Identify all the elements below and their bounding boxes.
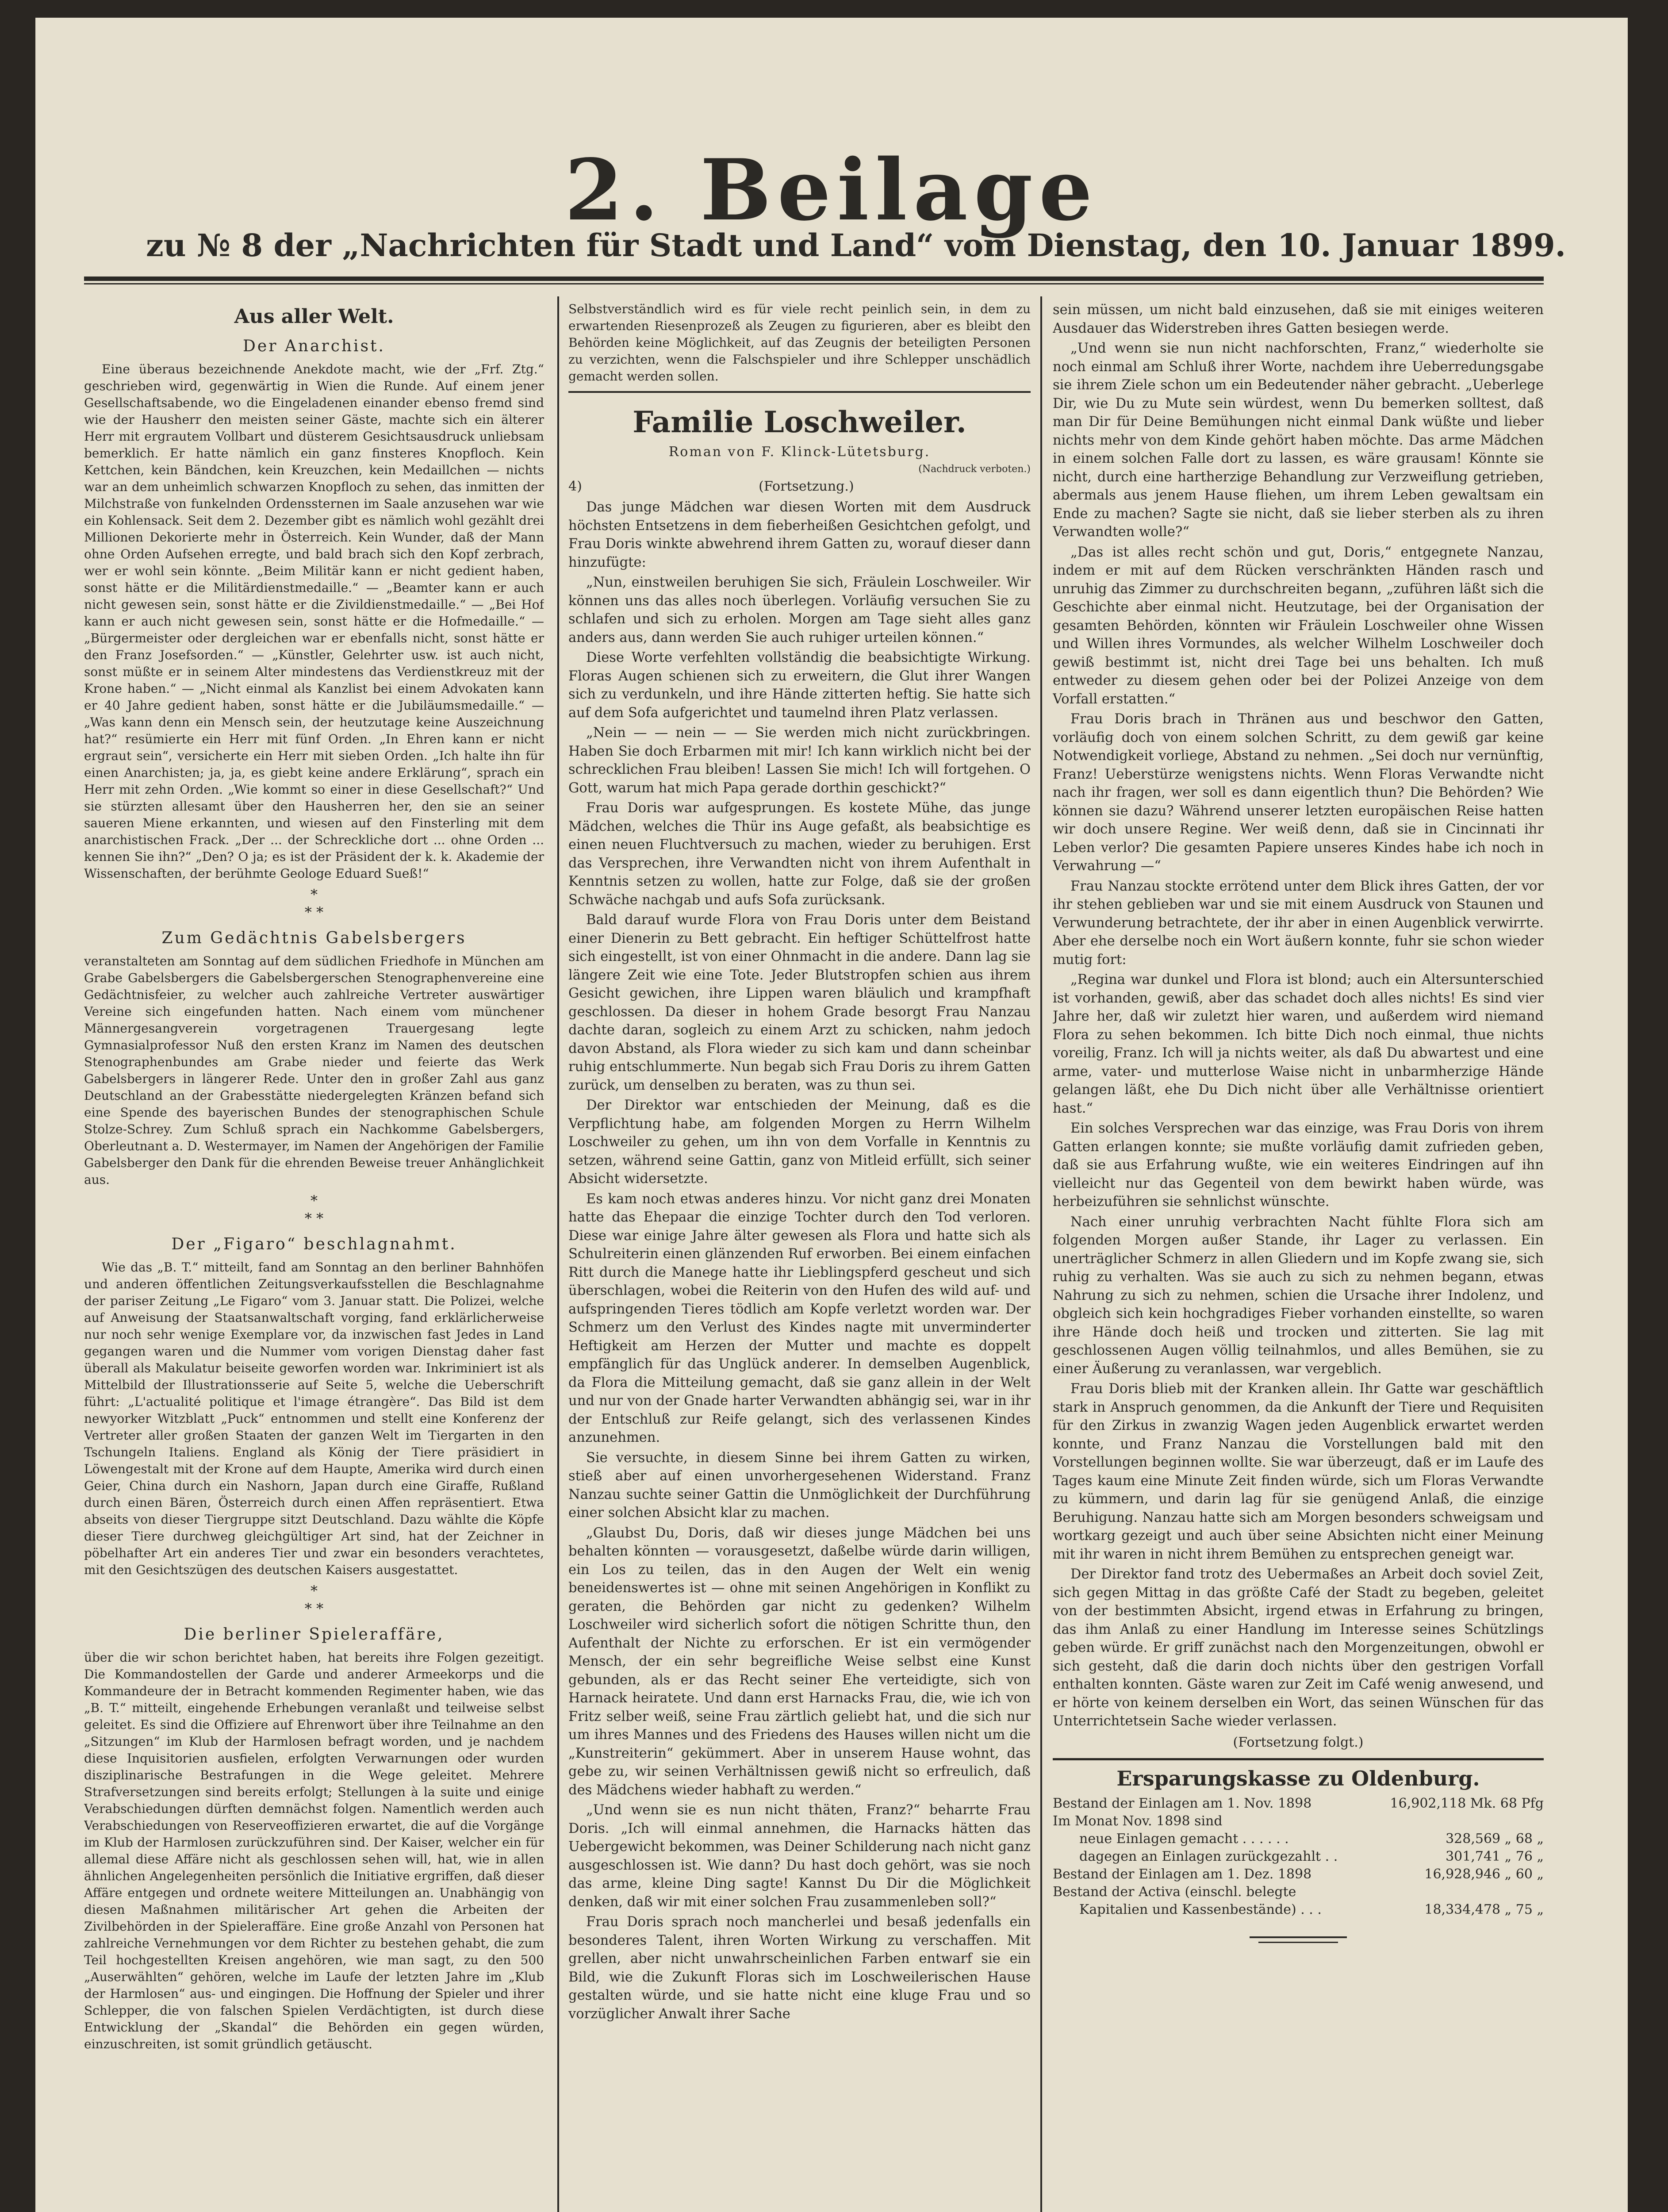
novel-paragraph: „Regina war dunkel und Flora ist blond; auch ein Altersunterschied ist vorhanden, gewiß, aber das schadet doch alles nichts! Es sind vier Jahre her, daß wir zuletzt hier waren, und außerdem wird niemand Flora zu sehen bekommen. Ich bitte Dich noch einmal, thue nichts voreilig, Franz. Ich will ja nichts weiter, als daß Du abwartest und eine arme, vater- und mutterlose Waise nicht in unbarmherzige Hände gelangen läßt, ehe Du Dich nicht über alle Verhältnisse orientiert hast.“ — [1053, 972, 1544, 1116]
section-heading: Aus aller Welt. — [234, 305, 394, 328]
novel-top-rule — [568, 391, 1031, 393]
novel-paragraph: Das junge Mädchen war diesen Worten mit dem Ausdruck höchsten Entsetzens in dem fieberheißen Gesichtchen gefolgt, und Frau Doris winkte abwehrend ihrem Gatten zu, worauf dieser dann hinzufügte: — [568, 499, 1031, 570]
continuation-marker: (Fortsetzung.) — [759, 479, 854, 494]
header-rule-thin — [84, 283, 1544, 284]
novel-paragraph: Frau Doris blieb mit der Kranken allein. Ihr Gatte war geschäftlich stark in Anspruch genommen, da die Ankunft der Tiere und Requisiten für den Zirkus in zwanzig Wagen jeden Augenblick erwartet werden konnte, und Franz Nanzau die Vorstellungen bald mit den Vorstellungen beginnen wollte. Sie war überzeugt, daß er im Laufe des Tages kaum eine Minute Zeit finden würde, sich um Floras Verwandte zu kümmern, und darin lag für sie genügend Anlaß, die einzige Beruhigung. Nanzau hatte sich am Morgen besonders schweigsam und wortkarg gezeigt und auch über seine Absichten nicht einer Meinung mit ihr waren in nicht ihrem Bemühen zu entsprechen geneigt war. — [1053, 1381, 1544, 1562]
novel-paragraph: Der Direktor fand trotz des Uebermaßes an Arbeit doch soviel Zeit, sich gegen Mittag in das größte Café der Stadt zu begeben, geleitet von der bestimmten Absicht, irgend etwas in Erfahrung zu bringen, das ihm Anlaß zu einer Handlung im Interesse seines Schützlings geben würde. Er griff zunächst nach den Morgenzeitungen, obwohl er sich gesteht, daß die darin doch nichts über den gestrigen Vorfall enthalten konnten. Gäste waren zur Zeit im Café wenig anwesend, und er hörte von keinem derselben ein Wort, das seinen Wünschen für das Unterrichtetsein Sache wieder verlassen. — [1053, 1567, 1544, 1729]
section-separator: * * * — [304, 1192, 324, 1227]
novel-paragraph: Der Direktor war entschieden der Meinung, daß es die Verpflichtung habe, am folgenden Morgen zu Herrn Wilhelm Loschweiler zu gehen, um ihn von dem Vorfalle in Kenntnis zu setzen, während seine Gattin, ganz von Mitleid erfüllt, sich seiner Absicht widersetzte. — [568, 1098, 1031, 1187]
savings-row — [1053, 1866, 1544, 1883]
savings-value: 18,334,478 „ 75 „ — [1424, 1901, 1544, 1917]
novel-paragraph: Diese Worte verfehlten vollständig die beabsichtigte Wirkung. Floras Augen schienen sich zu erweitern, die Glut ihrer Wangen sich zu verdunkeln, und ihre Hände zitterten heftig. Sie hatte sich auf dem Sofa aufgerichtet und taumelnd ihren Platz verlassen. — [568, 650, 1031, 721]
novel-paragraph: Ein solches Versprechen war das einzige, was Frau Doris von ihrem Gatten erlangen konnte; sie mußte vorläufig damit zufrieden geben, daß sie aus Erfahrung wußte, wie ein weiteres Eindringen auf ihn vielleicht nur das Gegenteil von dem bewirkt haben würde, was herbeizuführen sie sehnlichst wünschte. — [1053, 1121, 1544, 1210]
column-divider-2 — [1040, 296, 1042, 2212]
page-subtitle: zu № 8 der „Nachrichten für Stadt und Land“ vom Dienstag, den 10. Januar 1899. — [146, 227, 1566, 264]
savings-label: Im Monat Nov. 1898 sind — [1053, 1813, 1223, 1829]
article-paragraph: über die wir schon berichtet haben, hat bereits ihre Folgen gezeitigt. Die Kommandostellen der Garde und anderer Armeekorps und die Kommandeure der in Betracht kommenden Regimenter haben, wie das „B. T.“ mitteilt, eingehende Erhebungen veranlaßt und teilweise selbst geleitet. Es sind die Offiziere auf Ehrenwort über ihre Teilnahme an den „Sitzungen“ im Klub der Harmlosen befragt worden, und je nachdem diese Inquisitorien ausfielen, erfolgten Verwarnungen oder wurden disziplinarische Bestrafungen in die Wege geleitet. Mehrere Strafversetzungen sind bereits erfolgt; Stellungen à la suite und einige Verabschiedungen dürften demnächst folgen. Namentlich werden auch Verabschiedungen von Reserveoffizieren erwartet, die auf die Vorgänge im Klub der Harmlosen zurückzuführen sind. Der Kaiser, welcher ein für allemal diese Affäre nicht als geschlossen sehen will, hat, wie in allen ähnlichen Angelegenheiten persönlich die Initiative ergriffen, daß dieser Affäre entgegen und ordnete weitere Mitteilungen an. Unabhängig von diesen Maßnahmen militärischer Art gehen die Arbeiten der Zivilbehörden in der Spieleraffäre. Eine große Anzahl von Personen hat zahlreiche Vernehmungen vor dem Richter zu bestehen gehabt, die zum Teil hochgestellten Kreisen angehören, wie man sagt, zu den 500 „Auserwählten“ gehören, welche im Laufe der letzten Jahre im „Klub der Harmlosen“ aus- und eingingen. Die Hoffnung der Spieler und ihrer Schlepper, die von falschen Spielen Verdächtigten, ist durch diese Entwicklung der „Skandal“ die Behörden ein gegen würden, einzuschreiten, ist somit gründlich getäuscht. — [84, 1650, 544, 2051]
episode-number: 4) — [568, 479, 582, 494]
column-3 — [1053, 301, 1544, 2212]
savings-label: Kapitalien und Kassenbestände) . . . — [1079, 1901, 1322, 1917]
section-separator: * * * — [304, 1582, 324, 1617]
savings-row — [1053, 1901, 1544, 1919]
savings-row — [1053, 1795, 1544, 1813]
novel-paragraph: sein müssen, um nicht bald einzusehen, daß sie mit einiges weiteren Ausdauer das Widerstreben ihres Gatten besiegen werde. — [1053, 302, 1544, 336]
novel-paragraph: „Und wenn sie es nun nicht thäten, Franz?“ beharrte Frau Doris. „Ich will einmal annehmen, die Harnacks hätten das Uebergewicht bekommen, was Deiner Schilderung nach nicht ganz ausgeschlossen ist. Wie dann? Du hast doch gehört, was sie noch das arme, kleine Ding sagte! Kannst Du Dir die Möglichkeit denken, daß wir mit einer solchen Frau zusammenleben soll?“ — [568, 1802, 1031, 1910]
savings-label: Bestand der Einlagen am 1. Nov. 1898 — [1053, 1795, 1312, 1811]
novel-paragraph: „Nein — — nein — — Sie werden mich nicht zurückbringen. Haben Sie doch Erbarmen mit mir! Ich kann wirklich nicht bei der schrecklichen Frau bleiben! Lassen Sie mich! Ich will fortgehen. O Gott, warum hat mich Papa gerade dorthin geschickt?“ — [568, 725, 1031, 796]
continuation-note: (Fortsetzung folgt.) — [1233, 1734, 1364, 1750]
novel-paragraph: Nach einer unruhig verbrachten Nacht fühlte Flora sich am folgenden Morgen außer Stande, ihr Lager zu verlassen. Ein unerträglicher Schmerz in allen Gliedern und im Kopfe zwang sie, sich ruhig zu verhalten. Was sie auch zu sich zu nehmen begann, etwas Nahrung zu sich zu nehmen, schien die Ursache ihrer Indolenz, und obgleich sich kein hochgradiges Fieber vorhanden einstellte, so waren ihre Hände doch heiß und trocken und zitterten. Sie lag mit geschlossenen Augen völlig teilnahmlos, und alles Bemühen, sie zu einer Äußerung zu veranlassen, war vergeblich. — [1053, 1214, 1544, 1377]
novel-paragraph: Frau Doris brach in Thränen aus und beschwor den Gatten, vorläufig doch von einem solchen Schritt, zu dem gewiß gar keine Notwendigkeit vorliege, Abstand zu nehmen. „Sei doch nur vernünftig, Franz! Ueberstürze wenigstens nichts. Wenn Floras Verwandte nicht nach ihr fragen, wer soll es dann eigentlich thun? Die Behörden? Wie können sie dazu? Während unserer letzten europäischen Reise hatten wir doch unsere Regine. Wer weiß denn, daß sie in Cincinnati ihr Leben verlor? Die gesamten Papiere unseres Kindes habe ich noch in Verwahrung —“ — [1053, 711, 1544, 874]
article-heading-anarchist: Der Anarchist. — [243, 337, 385, 355]
header-rule-thick — [84, 276, 1544, 281]
novel-paragraph: Sie versuchte, in diesem Sinne bei ihrem Gatten zu wirken, stieß aber auf einen unvorhergesehenen Widerstand. Franz Nanzau suchte seiner Gattin die Unmöglichkeit der Durchführung einer solchen Absicht klar zu machen. — [568, 1450, 1031, 1521]
article-paragraph: Eine überaus bezeichnende Anekdote macht, wie der „Frf. Ztg.“ geschrieben wird, gegenwärtig in Wien die Runde. Auf einem jener Gesellschaftsabende, wo die Eingeladenen einander ebenso fremd sind wie der Hausherr den meisten seiner Gäste, machte sich ein älterer Herr mit ergrautem Vollbart und düsterem Gesichtsausdruck unliebsam bemerklich. Er hatte nämlich ein ganz finsteres Knopfloch. Kein Kettchen, kein Bändchen, kein Kreuzchen, kein Medaillchen — nichts war an dem unheimlich schwarzen Knopfloch zu sehen, das inmitten der Milchstraße von funkelnden Ordenssternen im Saale anzusehen war wie ein Kohlensack. Seit dem 2. Dezember gibt es nämlich wohl gezählt drei Millionen Dekorierte mehr in Österreich. Kein Wunder, daß der Mann ohne Orden Aufsehen erregte, und bald brach sich den Kopf zerbrach, wer er wohl sein könnte. „Beim Militär kann er nicht gedient haben, sonst hätte er die Militärdienstmedaille.“ — „Beamter kann er auch nicht gewesen sein, sonst hätte er die Zivildienstmedaille.“ — „Bei Hof kann er auch nicht gewesen sein, sonst hätte er die Hofmedaille.“ — „Bürgermeister oder dergleichen war er ebenfalls nicht, sonst hätte er den Franz Josefsorden.“ — „Künstler, Gelehrter usw. ist auch nicht, sonst müßte er in seinem Alter mindestens das Verdienstkreuz mit der Krone haben.“ — „Nicht einmal als Kanzlist bei einem Advokaten kann er 40 Jahre gedient haben, sonst hätte er die Jubiläumsmedaille.“ — „Was kann denn ein Mensch sein, der heutzutage keine Auszeichnung hat?“ resümierte ein Herr mit fünf Orden. „In Ehren kann er nicht ergraut sein“, versicherte ein Herr mit sieben Orden. „Ich halte ihn für einen Anarchisten; ja, ja, es giebt keine andere Erklärung“, sprach ein Herr mit zehn Orden. „Wie kommt so einer in diese Gesellschaft?“ Und sie stürzten allesamt über den Hausherren her, den sie an seiner saueren Miene erkannten, und wiesen auf den Finsterling mit dem anarchistischen Frack. „Der ... der Schreckliche dort ... ohne Orden ... kennen Sie ihn?“ „Den? O ja; es ist der Präsident der k. k. Akademie der Wissenschaften, der berühmte Geologe Eduard Sueß!“ — [84, 362, 544, 881]
savings-label: dagegen an Einlagen zurückgezahlt . . — [1079, 1848, 1338, 1864]
savings-value: 328,569 „ 68 „ — [1446, 1831, 1544, 1847]
newspaper-page — [35, 18, 1628, 2212]
novel-paragraph: Frau Nanzau stockte errötend unter dem Blick ihres Gatten, der vor ihr stehen geblieben war und sie mit einem Ausdruck von Staunen und Verwunderung betrachtete, der ihr aber in einen Augenblick verwirrte. Aber ehe derselbe noch ein Wort äußern konnte, fuhr sie schon wieder mutig fort: — [1053, 878, 1544, 968]
article-heading-gabelsberger: Zum Gedächtnis Gabelsbergers — [161, 929, 467, 947]
savings-value: 16,928,946 „ 60 „ — [1424, 1866, 1544, 1882]
novel-paragraph: „Nun, einstweilen beruhigen Sie sich, Fräulein Loschweiler. Wir können uns das alles noch überlegen. Vorläufig versuchen Sie zu schlafen und sich zu erholen. Morgen am Tage sieht alles ganz anders aus, dann werden Sie auch ruhiger urteilen können.“ — [568, 575, 1031, 645]
novel-paragraph: Bald darauf wurde Flora von Frau Doris unter dem Beistand einer Dienerin zu Bett gebracht. Ein heftiger Schüttelfrost hatte sich eingestellt, ist von einer Ohnmacht in die andere. Dann lag sie längere Zeit wie eine Tote. Jeder Blutstropfen schien aus ihrem Gesicht gewichen, ihre Lippen waren bläulich und krampfhaft geschlossen. Da dieser in hohem Grade besorgt Frau Nanzau dachte daran, sogleich zu einem Arzt zu schicken, nahm jedoch davon Abstand, als Flora wieder zu sich kam und dann scheinbar ruhig entschlummerte. Nun begab sich Frau Doris zu ihrem Gatten zurück, um denselben zu beraten, was zu thun sei. — [568, 912, 1031, 1093]
savings-row — [1053, 1813, 1544, 1830]
savings-title: Ersparungskasse zu Oldenburg. — [1116, 1766, 1480, 1790]
savings-bottom-rule — [1250, 1936, 1347, 1938]
reprint-notice: (Nachdruck verboten.) — [918, 464, 1031, 475]
episode-line — [568, 478, 1031, 495]
article-paragraph: veranstalteten am Sonntag auf dem südlichen Friedhofe in München am Grabe Gabelsbergers die Gabelsbergerschen Stenographenvereine eine Gedächtnisfeier, zu welcher auch zahlreiche Vertreter auswärtiger Vereine sich eingefunden hatten. Nach einem vom münchener Männergesangverein vorgetragenen Trauergesang legte Gymnasialprofessor Nuß den ersten Kranz im Namen des deutschen Stenographenbundes am Grabe nieder und feierte das Werk Gabelsbergers in längerer Rede. Unter den in großer Zahl aus ganz Deutschland an der Grabesstätte niedergelegten Kränzen befand sich eine Spende des bayerischen Bundes der stenographischen Schule Stolze-Schrey. Zum Schluß sprach ein Nachkomme Gabelsbergers, Oberleutnant a. D. Westermayer, im Namen der Angehörigen der Familie Gabelsberger den Dank für die ehrenden Beweise treuer Anhänglichkeit aus. — [84, 954, 544, 1187]
column-1 — [84, 301, 544, 2212]
article-heading-spieleraffaere: Die berliner Spieleraffäre, — [184, 1625, 445, 1644]
novel-paragraph: „Und wenn sie nun nicht nachforschten, Franz,“ wiederholte sie noch einmal am Schluß ihrer Worte, nachdem ihre Ueberredungsgabe sie ihrem Ziele schon um ein Bedeutender näher gebracht. „Ueberlege Dir, wie Du zu Mute sein würdest, wenn Du bemerken solltest, daß man Dir für Deine Bemühungen nicht einmal Dank wüßte und lieber nichts mehr von dem Kinde gehört haben möchte. Das arme Mädchen in einem solchen Falle dort zu lassen, es wäre grausam! Könnte sie nicht, durch eine hartherzige Behandlung zur Verzweiflung getrieben, abermals aus jenem Hause fliehen, um ihrem Leben gewaltsam ein Ende zu machen? Sagte sie nicht, daß sie lieber sterben als zu ihren Verwandten wolle?“ — [1053, 341, 1544, 540]
page-title: 2. Beilage — [564, 141, 1099, 239]
novel-paragraph: „Das ist alles recht schön und gut, Doris,“ entgegnete Nanzau, indem er mit auf dem Rücken verschränkten Händen rasch und unruhig das Zimmer zu durchschreiten begann, „zuführen läßt sich die Geschichte aber einmal nicht. Heutzutage, bei der Organisation der gesamten Behörden, könnten wir Fräulein Loschweiler ohne Wissen und Willen ihres Vormundes, als welcher Wilhelm Loschweiler doch gewiß bestimmt ist, nicht drei Tage bei uns behalten. Ich muß entweder zu diesem gehen oder bei der Polizei Anzeige von dem Vorfall erstatten.“ — [1053, 544, 1544, 707]
novel-byline: Roman von F. Klinck-Lütetsburg. — [668, 444, 931, 460]
article-paragraph: Wie das „B. T.“ mitteilt, fand am Sonntag an den berliner Bahnhöfen und anderen öffentlichen Zeitungsverkaufsstellen die Beschlagnahme der pariser Zeitung „Le Figaro“ vom 3. Januar statt. Die Polizei, welche auf Anweisung der Staatsanwaltschaft vorging, fand erklärlicherweise nur noch sehr wenige Exemplare vor, da inzwischen fast Jedes in Land gegangen waren und die Nummer vom vorigen Dienstag daher fast überall als Makulatur beiseite geworfen worden war. Inkriminiert ist als Mittelbild der Illustrationsserie auf Seite 5, welche die Ueberschrift führt: „L'actualité politique et l'image étrangère“. Das Bild ist dem newyorker Witzblatt „Puck“ entnommen und stellt eine Konferenz der Vertreter aller großen Staaten der ganzen Welt im Tiergarten in den Tschungeln Italiens. England als König der Tiere präsidiert in Löwengestalt mit der Krone auf dem Haupte, Amerika wird durch einen Geier, China durch ein Nashorn, Japan durch eine Giraffe, Rußland durch einen Bären, Österreich durch einen Affen repräsentiert. Etwa abseits von dieser Tiergruppe sitzt Deutschland. Dazu wählte die Köpfe dieser Tiere durchweg gleichgültiger Art sind, hat der Zeichner in pöbelhafter Art ein anderes Tier und zwar ein besonders verachtetes, mit den Gesichtszügen des deutschen Kaisers ausgestattet. — [84, 1260, 544, 1577]
article-paragraph: Selbstverständlich wird es für viele recht peinlich sein, in dem zu erwartenden Riesenprozeß als Zeugen zu figurieren, aber es bleibt den Behörden keine Möglichkeit, auf das Zeugnis der beteiligten Personen zu verzichten, wenn die Falschspieler und ihre Schlepper unschädlich gemacht werden sollen. — [568, 302, 1031, 384]
column-divider-1 — [557, 296, 559, 2212]
section-separator: * * * — [304, 886, 324, 921]
savings-value: 16,902,118 Mk. 68 Pfg — [1390, 1795, 1544, 1811]
novel-title: Familie Loschweiler. — [633, 405, 966, 439]
column-2 — [568, 301, 1031, 2212]
savings-label: neue Einlagen gemacht . . . . . . — [1079, 1831, 1289, 1847]
savings-bottom-rule-2 — [1258, 1942, 1338, 1943]
novel-paragraph: Es kam noch etwas anderes hinzu. Vor nicht ganz drei Monaten hatte das Ehepaar die einzige Tochter durch den Tod verloren. Diese war einige Jahre älter gewesen als Flora und hatte sich als Schulreiterin einen glänzenden Ruf erworben. Bei einem einfachen Ritt durch die Manege hatte ihr Lieblingspferd gescheut und sich überschlagen, wobei die Reiterin von den Hufen des wild auf- und aufspringenden Tieres tödlich am Kopfe verletzt worden war. Der Schmerz um den Verlust des Kindes nagte mit unverminderter Heftigkeit am Herzen der Mutter und machte es doppelt empfänglich für das Unglück anderer. In demselben Augenblick, da Flora die Mitteilung gemacht, daß sie ganz allein in der Welt und nur von der Gnade harter Verwandten abhängig sei, war in ihr der Entschluß zur Reife gelangt, sich des verlassenen Kindes anzunehmen. — [568, 1191, 1031, 1445]
savings-row — [1053, 1830, 1544, 1848]
savings-row — [1053, 1848, 1544, 1866]
savings-label: Bestand der Einlagen am 1. Dez. 1898 — [1053, 1866, 1312, 1882]
savings-top-rule — [1053, 1758, 1544, 1760]
article-heading-figaro: Der „Figaro“ beschlagnahmt. — [171, 1235, 457, 1253]
savings-value: 301,741 „ 76 „ — [1446, 1848, 1544, 1864]
novel-paragraph: Frau Doris war aufgesprungen. Es kostete Mühe, das junge Mädchen, welches die Thür ins Auge gefaßt, als beabsichtige es einen neuen Fluchtversuch zu machen, wieder zu beruhigen. Erst das Versprechen, ihre Verwandten nicht von ihrem Aufenthalt in Kenntnis setzen zu wollen, hatte zur Folge, daß sie der großen Schwäche nachgab und aufs Sofa zurücksank. — [568, 800, 1031, 908]
novel-paragraph: „Glaubst Du, Doris, daß wir dieses junge Mädchen bei uns behalten könnten — vorausgesetzt, daßelbe würde darin willigen, ein Los zu teilen, das in den Augen der Welt ein wenig beneidenswertes ist — ohne mit seinen Angehörigen in Konflikt zu geraten, die Behörden gar nicht zu gedenken? Wilhelm Loschweiler wird sicherlich sofort die nötigen Schritte thun, den Aufenthalt der Nichte zu erforschen. Er ist ein vermögender Mensch, der ein sehr begreifliche Weise selbst eine Kunst gebunden, als er das Recht seiner Ehe verteidigte, sich von Harnack heiratete. Und dann erst Harnacks Frau, die, wie ich von Fritz selber weiß, seine Frau zärtlich geliebt hat, und die sich nur um ihres Mannes und des Friedens des Hauses willen nicht um die „Kunstreiterin“ gekümmert. Aber in unserem Hause wohnt, das gebe zu, wir seinen Verhältnissen gewiß nicht so erfreulich, daß des Mädchens wieder habhaft zu werden.“ — [568, 1525, 1031, 1798]
savings-label: Bestand der Activa (einschl. belegte — [1053, 1884, 1296, 1900]
savings-row — [1053, 1883, 1544, 1901]
novel-paragraph: Frau Doris sprach noch mancherlei und besaß jedenfalls ein besonderes Talent, ihren Worten Wirkung zu verschaffen. Mit grellen, aber nicht unwahrscheinlichen Farben entwarf sie ein Bild, wie die Zukunft Floras sich im Loschweilerischen Hause gestalten würde, und sie hatte nicht eine kluge Frau und so vorzüglicher Anwalt ihrer Sache — [568, 1914, 1031, 2022]
